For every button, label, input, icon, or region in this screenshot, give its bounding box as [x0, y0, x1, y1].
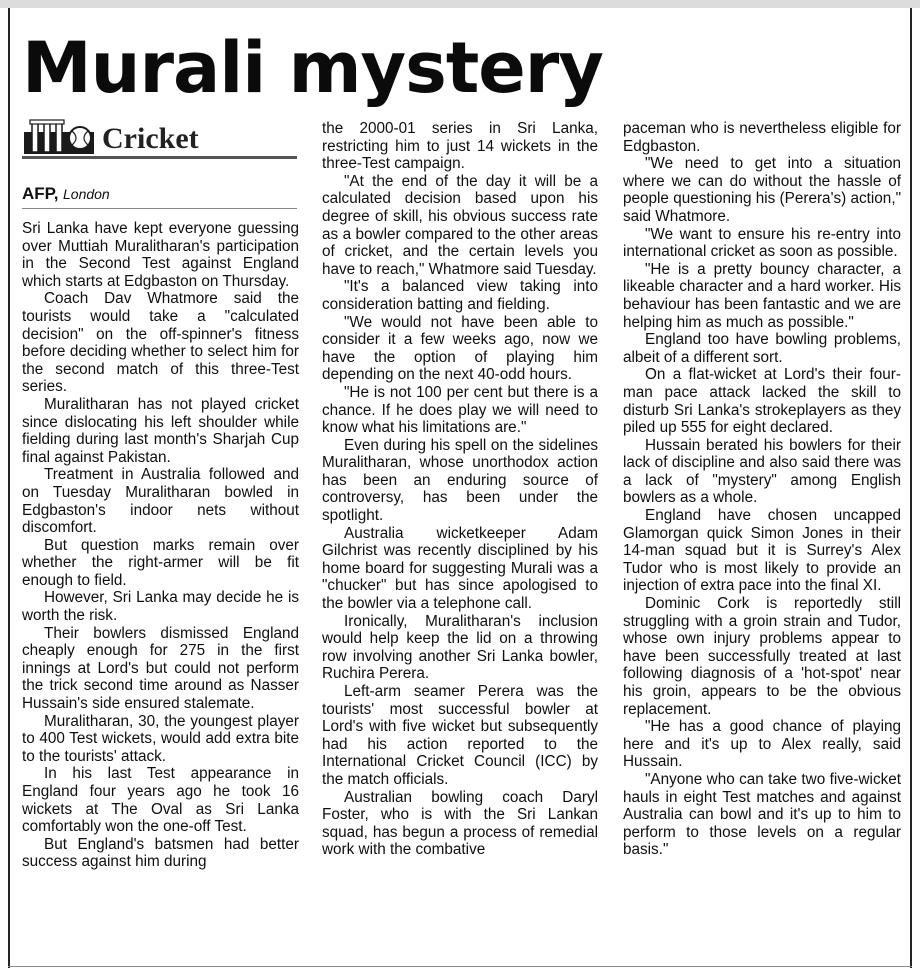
- paragraph: "He has a good chance of playing here and it's up to Alex really, said Hussain.: [623, 718, 901, 771]
- paragraph: Treatment in Australia followed and on Tuesday Muralitharan bowled in Edgbaston's indoor nets without discomfort.: [22, 466, 299, 537]
- paragraph: England too have bowling problems, albeit of a different sort.: [623, 331, 901, 366]
- paragraph: "He is a pretty bouncy character, a likeable character and a hard worker. His behaviour has been fantastic and we are helping him as much as possible.": [623, 260, 901, 331]
- byline-rule: [22, 208, 297, 209]
- paragraph: In his last Test appearance in England four years ago he took 16 wickets at The Oval as Sri Lanka comfortably won the one-off Test.: [22, 765, 299, 836]
- section-label: Cricket: [102, 122, 199, 155]
- frame-bottom-rule: [8, 966, 912, 967]
- byline-agency: AFP,: [22, 184, 59, 203]
- paragraph: Hussain berated his bowlers for their lack of discipline and also said there was a lack of "mystery" among English bowlers as a whole.: [623, 436, 901, 507]
- paragraph: Sri Lanka have kept everyone guessing over Muttiah Muralitharan's participation in the Second Test against England which starts at Edgbaston on Thursday.: [22, 220, 299, 290]
- paragraph: Australian bowling coach Daryl Foster, who is with the Sri Lankan squad, has begun a process of remedial work with the combative: [322, 788, 598, 859]
- paragraph: But England's batsmen had better success against him during: [22, 835, 299, 871]
- paragraph: "He is not 100 per cent but there is a chance. If he does play we will need to know what his limitations are.": [322, 383, 598, 437]
- paragraph: "It's a balanced view taking into consideration batting and fielding.: [322, 278, 598, 313]
- article-column-2: [322, 120, 598, 859]
- frame-left-rule: [8, 8, 10, 968]
- paragraph: Ironically, Muralitharan's inclusion would help keep the lid on a throwing row involving another Sri Lanka bowler, Ruchira Perera.: [322, 612, 598, 683]
- section-rule: [22, 156, 297, 159]
- frame-right-rule: [910, 8, 912, 968]
- headline: Murali mystery: [22, 27, 603, 109]
- paragraph: Australia wicketkeeper Adam Gilchrist was recently disciplined by his home board for suggesting Murali was a "chucker" but has since apologised to the bowler via a telephone call.: [322, 524, 598, 613]
- paragraph: Coach Dav Whatmore said the tourists would take a "calculated decision" on the off-spinner's fitness before deciding whether to select him for the second match of this three-Test series.: [22, 290, 299, 396]
- paragraph: Even during his spell on the sidelines Muralitharan, whose unorthodox action has been an enduring source of controversy, has been under the spotlight.: [322, 436, 598, 525]
- paragraph: Muralitharan, 30, the youngest player to 400 Test wickets, would add extra bite to the tourists' attack.: [22, 712, 299, 765]
- byline-place: London: [63, 186, 110, 202]
- paragraph: "We would not have been able to consider it a few weeks ago, now we have the option of playing him depending on the next 40-odd hours.: [322, 313, 598, 384]
- paragraph: Their bowlers dismissed England cheaply enough for 275 in the first innings at Lord's but could not perform the trick second time around as Nasser Hussain's side ensured stalemate.: [22, 624, 299, 713]
- paragraph: However, Sri Lanka may decide he is worth the risk.: [22, 589, 299, 625]
- paragraph: England have chosen uncapped Glamorgan quick Simon Jones in their 14-man squad but it is Surrey's Alex Tudor who is most likely to provide an injection of extra pace into the final XI.: [623, 507, 901, 595]
- paragraph: "Anyone who can take two five-wicket hauls in eight Test matches and against Australia can bowl and it's up to him to perform to those levels on a regular basis.": [623, 770, 901, 859]
- cricket-stumps-ball-icon: [22, 118, 96, 158]
- paragraph: On a flat-wicket at Lord's their four-man pace attack lacked the skill to disturb Sri Lanka's strokeplayers as they piled up 555 for eight declared.: [623, 366, 901, 437]
- article-column-1: [22, 220, 299, 871]
- article-column-3: [623, 120, 901, 859]
- paragraph: Dominic Cork is reportedly still struggling with a groin strain and Tudor, whose own injury problems appear to have been successfully treated at last following diagnosis of a 'hot-spot' near his groin, appears to be the obvious replacement.: [623, 595, 901, 718]
- section-kicker: [22, 116, 297, 162]
- paragraph: the 2000-01 series in Sri Lanka, restricting him to just 14 wickets in the three-Test campaign.: [322, 120, 598, 173]
- byline: [22, 184, 297, 204]
- paragraph: "We want to ensure his re-entry into international cricket as soon as possible.: [623, 225, 901, 261]
- paragraph: Muralitharan has not played cricket since dislocating his left shoulder while fielding during last month's Sharjah Cup final against Pakistan.: [22, 395, 299, 466]
- paragraph: "At the end of the day it will be a calculated decision based upon his degree of skill, his obvious success rate as a bowler compared to the other areas of cricket, and the certain levels you have to reach," Whatmore said Tuesday.: [322, 172, 598, 278]
- paragraph: Left-arm seamer Perera was the tourists' most successful bowler at Lord's with five wicket but subsequently had his action reported to the International Cricket Council (ICC) by the match officials.: [322, 683, 598, 788]
- paragraph: But question marks remain over whether the right-armer will be fit enough to field.: [22, 536, 299, 589]
- paragraph: "We need to get into a situation where we can do without the hassle of people questioning his (Perera's) action," said Whatmore.: [623, 155, 901, 225]
- top-rule: [0, 0, 920, 8]
- paragraph: paceman who is nevertheless eligible for Edgbaston.: [623, 120, 901, 155]
